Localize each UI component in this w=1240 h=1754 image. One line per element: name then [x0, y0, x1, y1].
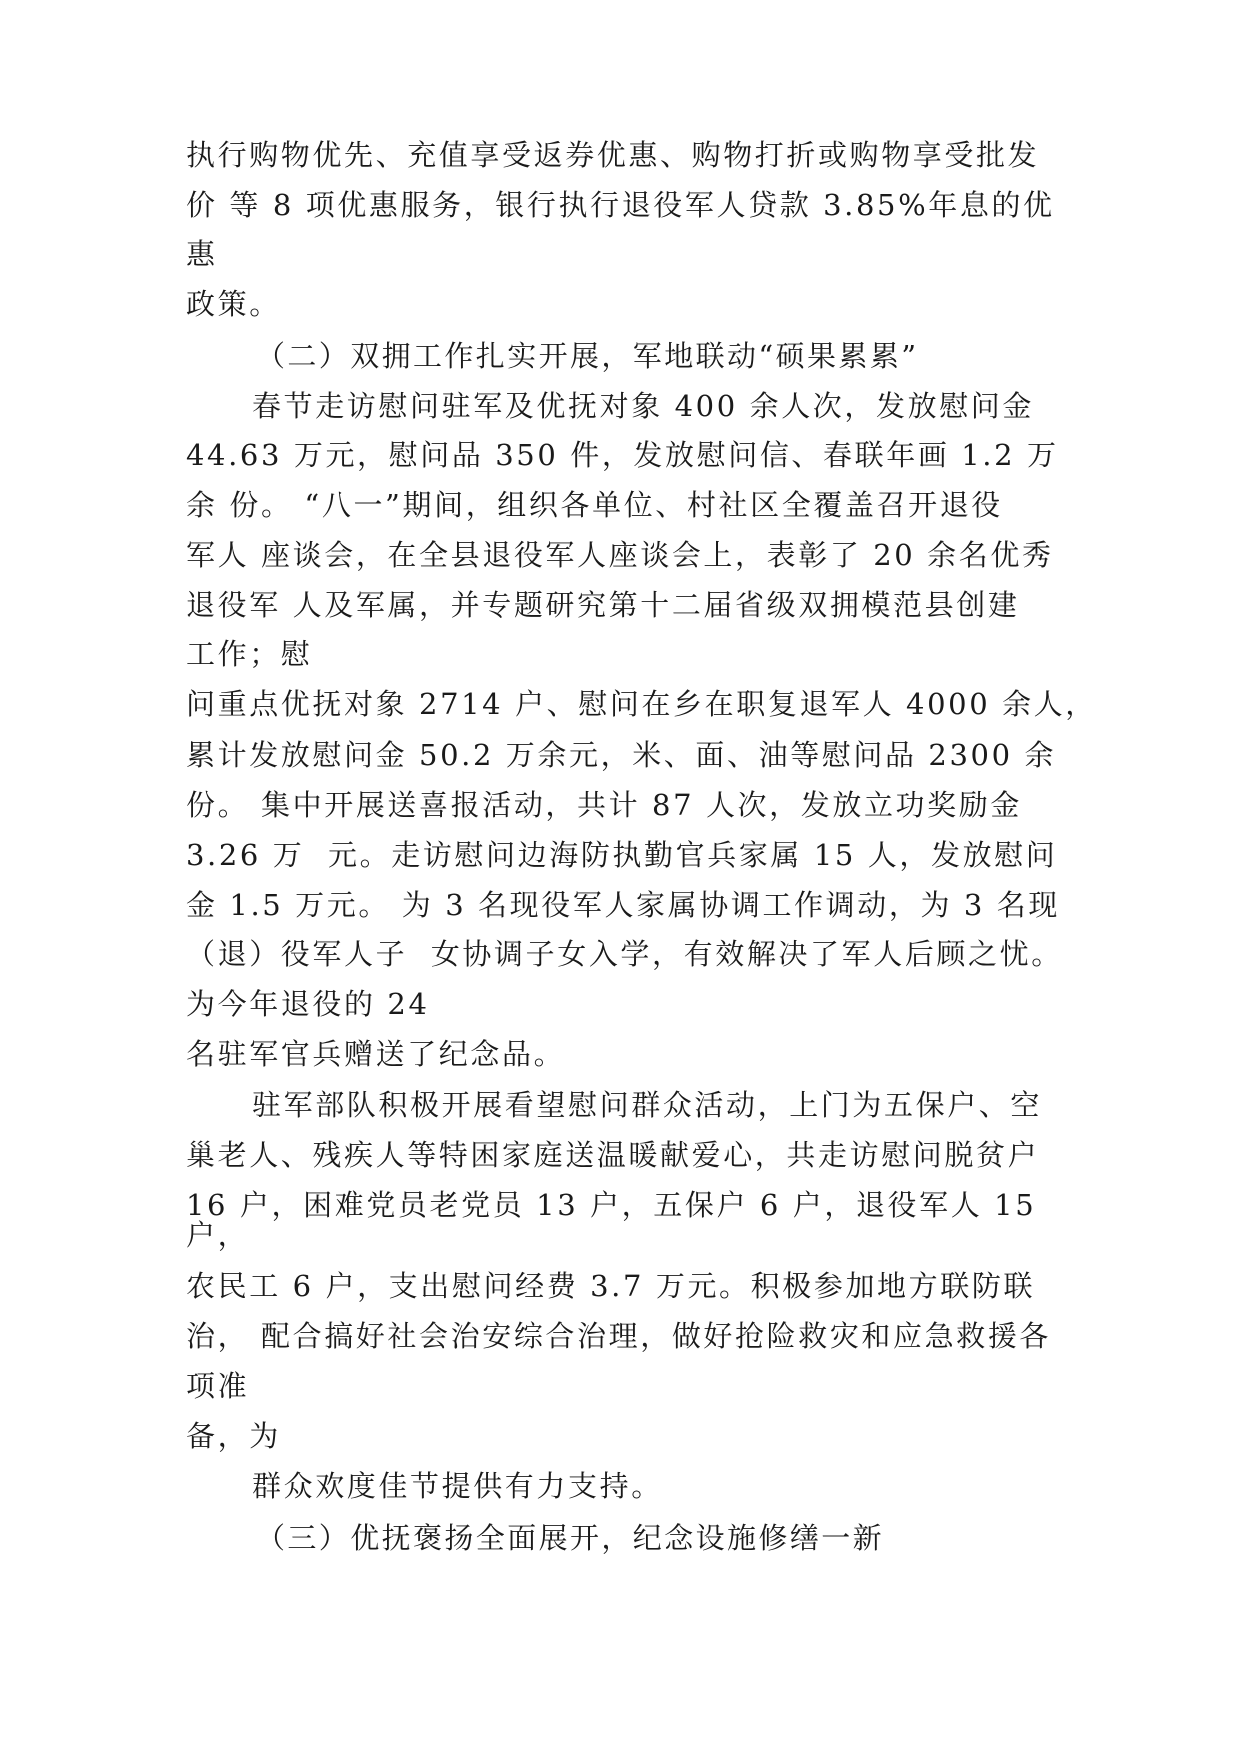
- body-text-line: 16 户，困难党员老党员 13 户，五保户 6 户，退役军人 15: [186, 1188, 1037, 1222]
- body-text-line: 备，为: [186, 1419, 281, 1453]
- body-text-line: 为今年退役的 24: [186, 987, 430, 1021]
- body-text-line: 退役军 人及军属，并专题研究第十二届省级双拥模范县创建: [186, 588, 1020, 622]
- body-text-line: （退）役军人子 女协调子女入学，有效解决了军人后顾之忧。: [186, 937, 1063, 971]
- section-heading-2: （二）双拥工作扎实开展，军地联动“硕果累累”: [256, 339, 919, 373]
- body-text-line: 政策。: [186, 287, 281, 321]
- body-text-line: 执行购物优先、充值享受返券优惠、购物打折或购物享受批发: [186, 138, 1040, 172]
- body-text-line: 份。 集中开展送喜报活动，共计 87 人次，发放立功奖励金: [186, 788, 1022, 822]
- body-text-line: 余 份。 “八一”期间，组织各单位、村社区全覆盖召开退役: [186, 488, 1003, 522]
- body-text-line: 户，: [186, 1218, 250, 1252]
- body-text-line: 惠: [186, 237, 218, 271]
- body-text-line: 治， 配合搞好社会治安综合治理，做好抢险救灾和应急救援各: [186, 1319, 1052, 1353]
- body-text-line: 农民工 6 户，支出慰问经费 3.7 万元。积极参加地方联防联: [186, 1269, 1036, 1303]
- body-text-line: 巢老人、残疾人等特困家庭送温暖献爱心，共走访慰问脱贫户: [186, 1138, 1040, 1172]
- body-text-line: 累计发放慰问金 50.2 万余元，米、面、油等慰问品 2300 余: [186, 738, 1057, 772]
- body-text-line: 3.26 万 元。走访慰问边海防执勤官兵家属 15 人，发放慰问: [186, 838, 1058, 872]
- body-text-line: 军人 座谈会，在全县退役军人座谈会上，表彰了 20 余名优秀: [186, 538, 1054, 572]
- paragraph-first-line: 春节走访慰问驻军及优抚对象 400 余人次，发放慰问金: [252, 389, 1034, 423]
- body-text-line: 项准: [186, 1369, 250, 1403]
- section-heading-3: （三）优抚褒扬全面展开，纪念设施修缮一新: [256, 1521, 885, 1555]
- body-text-line: 名驻军官兵赠送了纪念品。: [186, 1037, 566, 1071]
- body-text-line: 价 等 8 项优惠服务，银行执行退役军人贷款 3.85%年息的优: [186, 188, 1055, 222]
- body-text-line: 工作；慰: [186, 637, 313, 671]
- body-text-line: 金 1.5 万元。 为 3 名现役军人家属协调工作调动，为 3 名现: [186, 888, 1060, 922]
- body-text-line: 问重点优抚对象 2714 户、慰问在乡在职复退军人 4000 余人，: [186, 687, 1097, 721]
- body-text-line: 群众欢度佳节提供有力支持。: [252, 1469, 663, 1503]
- paragraph-first-line: 驻军部队积极开展看望慰问群众活动，上门为五保户、空: [252, 1088, 1043, 1122]
- body-text-line: 44.63 万元，慰问品 350 件，发放慰问信、春联年画 1.2 万: [186, 438, 1059, 472]
